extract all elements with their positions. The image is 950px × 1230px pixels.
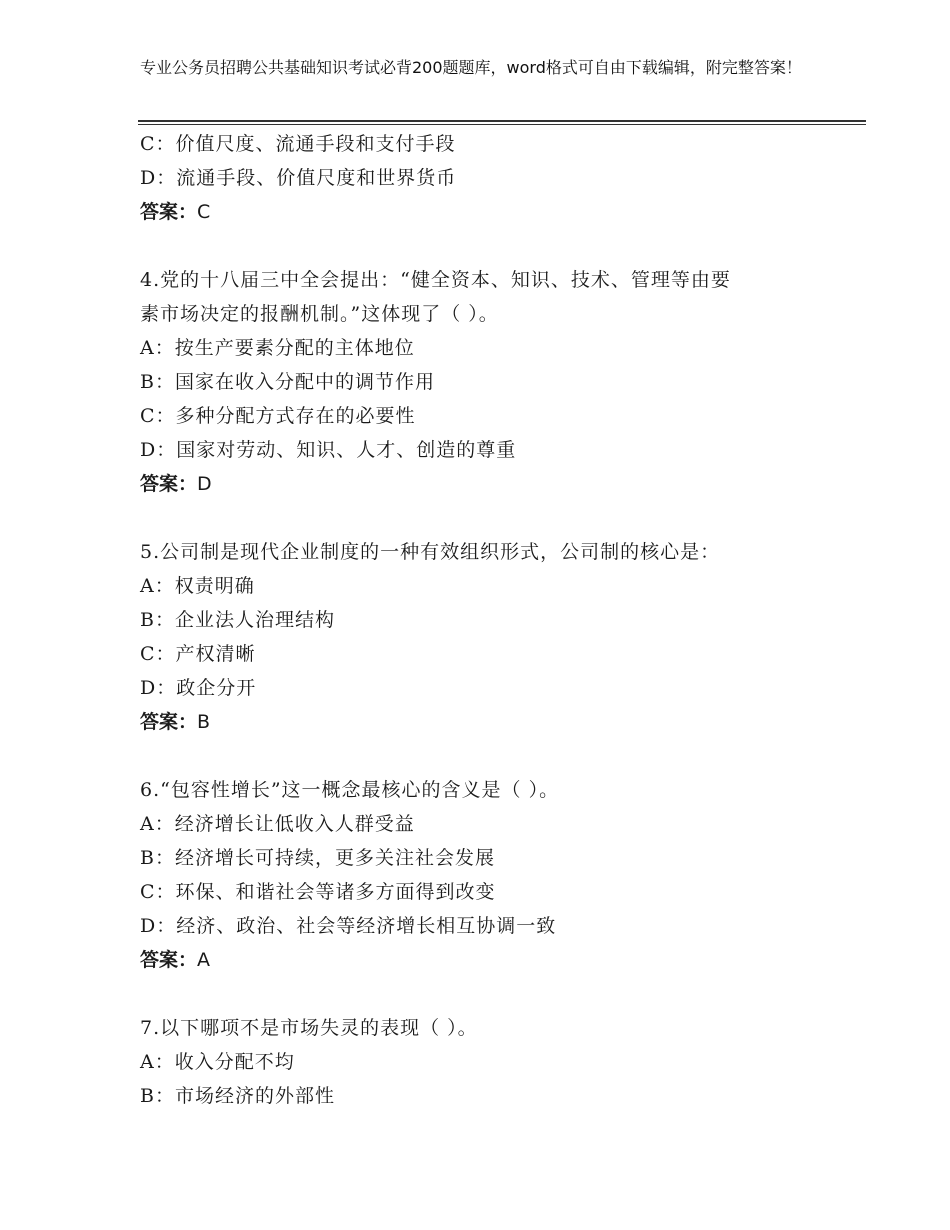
option-d: D：流通手段、价值尺度和世界货币 xyxy=(140,167,457,189)
option-b: B：国家在收入分配中的调节作用 xyxy=(140,371,435,393)
question-stem-line: 7.以下哪项不是市场失灵的表现（ ）。 xyxy=(140,1017,478,1039)
answer-value: C xyxy=(197,201,211,223)
option-a: A：经济增长让低收入人群受益 xyxy=(140,813,415,835)
spacer xyxy=(140,977,860,1011)
option-d: D：国家对劳动、知识、人才、创造的尊重 xyxy=(140,439,517,461)
answer-line xyxy=(140,705,860,739)
option-a: A：按生产要素分配的主体地位 xyxy=(140,337,415,359)
option-d: D：经济、政治、社会等经济增长相互协调一致 xyxy=(140,915,557,937)
question-block-7 xyxy=(140,1011,860,1113)
answer-value: B xyxy=(197,711,211,733)
question-block-prev xyxy=(140,127,860,229)
question-stem-line: 素市场决定的报酬机制。”这体现了（ ）。 xyxy=(140,303,499,325)
question-content xyxy=(140,127,860,1113)
option-d: D：政企分开 xyxy=(140,677,257,699)
answer-label: 答案： xyxy=(140,201,198,223)
option-a: A：权责明确 xyxy=(140,575,255,597)
header-text: 专业公务员招聘公共基础知识考试必背200题题库，word格式可自由下载编辑，附完整答案！ xyxy=(140,58,802,77)
question-stem-line: 4.党的十八届三中全会提出：“健全资本、知识、技术、管理等由要 xyxy=(140,269,731,291)
spacer xyxy=(140,739,860,773)
answer-value: D xyxy=(197,473,212,495)
option-c: C：多种分配方式存在的必要性 xyxy=(140,405,416,427)
option-c: C：价值尺度、流通手段和支付手段 xyxy=(140,133,456,155)
option-b: B：企业法人治理结构 xyxy=(140,609,335,631)
answer-label: 答案： xyxy=(140,473,198,495)
answer-label: 答案： xyxy=(140,949,198,971)
question-stem-line: 5.公司制是现代企业制度的一种有效组织形式，公司制的核心是： xyxy=(140,541,721,563)
spacer xyxy=(140,501,860,535)
option-c: C：产权清晰 xyxy=(140,643,256,665)
question-block-6 xyxy=(140,773,860,977)
answer-label: 答案： xyxy=(140,711,198,733)
answer-line xyxy=(140,195,860,229)
question-block-5 xyxy=(140,535,860,739)
question-stem-line: 6.“包容性增长”这一概念最核心的含义是（ ）。 xyxy=(140,779,560,801)
answer-line xyxy=(140,467,860,501)
header-divider xyxy=(138,120,866,125)
option-c: C：环保、和谐社会等诸多方面得到改变 xyxy=(140,881,496,903)
option-b: B：经济增长可持续，更多关注社会发展 xyxy=(140,847,495,869)
page-header xyxy=(140,57,840,79)
question-block-4 xyxy=(140,263,860,501)
option-b: B：市场经济的外部性 xyxy=(140,1085,335,1107)
spacer xyxy=(140,229,860,263)
answer-line xyxy=(140,943,860,977)
answer-value: A xyxy=(197,949,211,971)
option-a: A：收入分配不均 xyxy=(140,1051,295,1073)
